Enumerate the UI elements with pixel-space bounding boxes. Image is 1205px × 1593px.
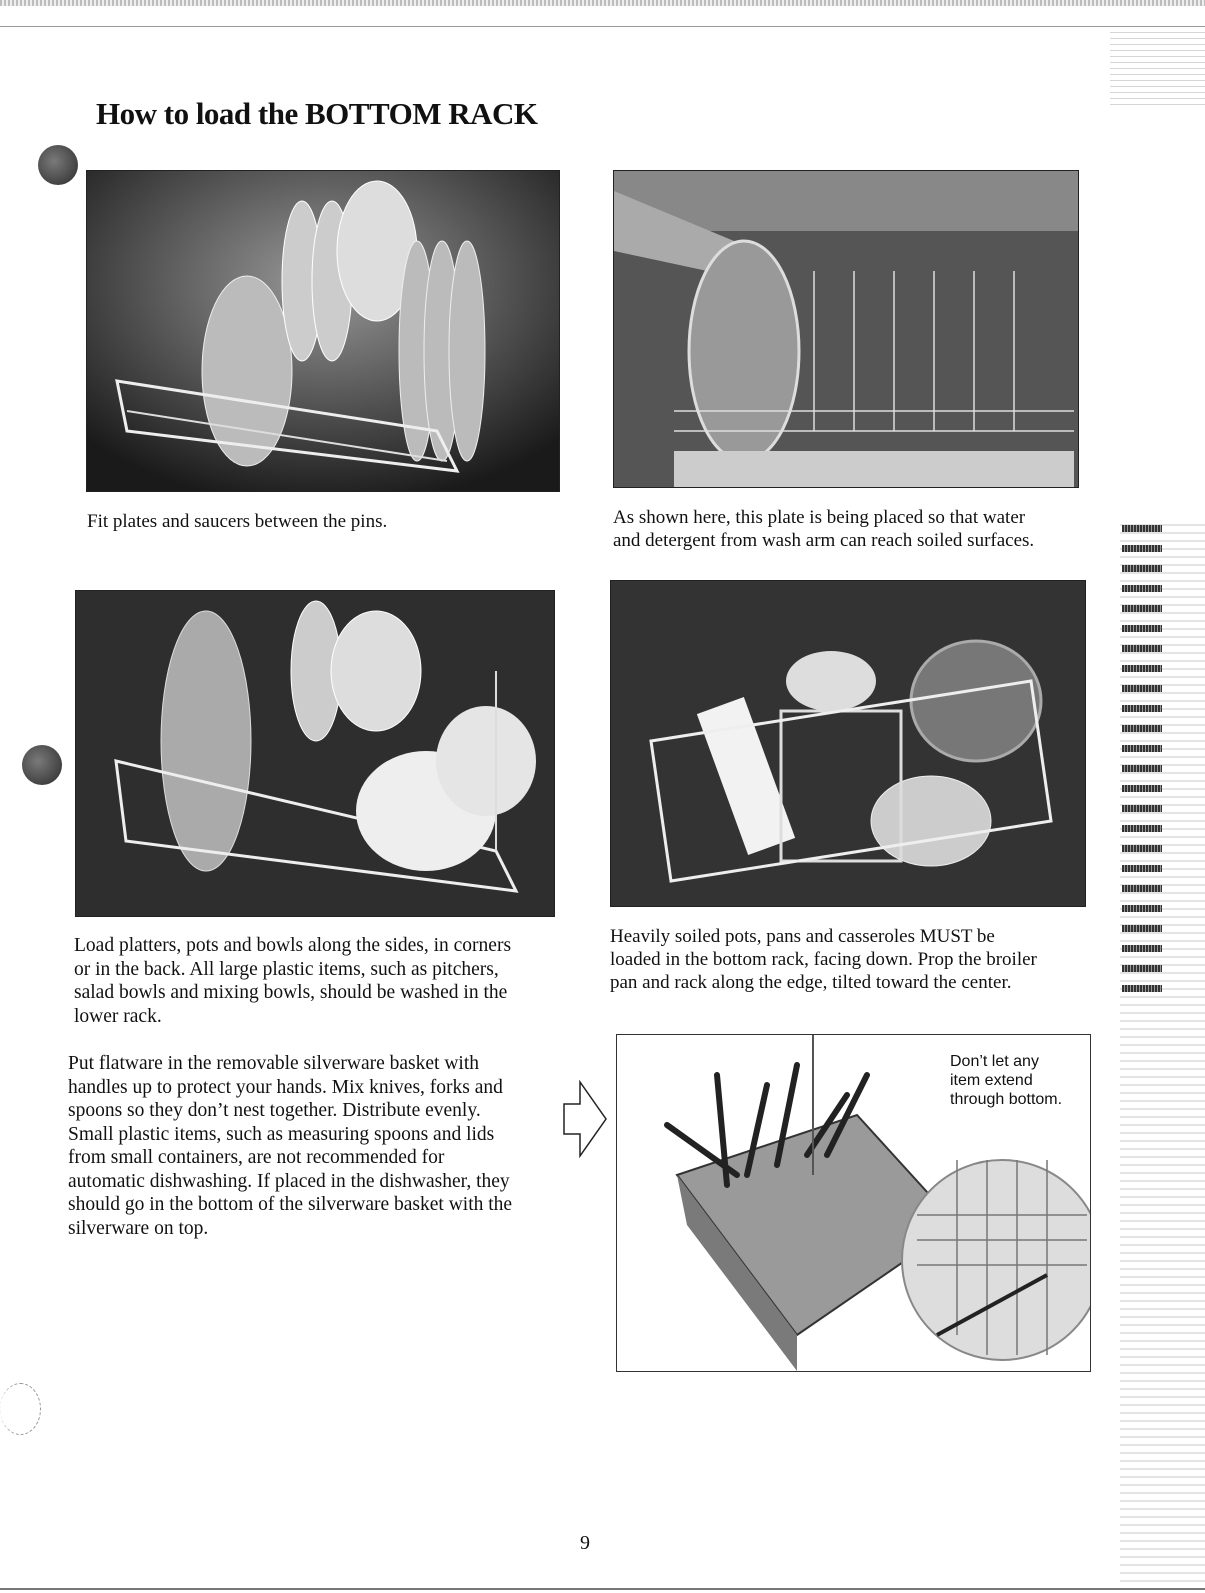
paragraph-line: Small plastic items, such as measuring spoons and lids	[68, 1123, 495, 1145]
scan-noise-top-right	[1110, 30, 1205, 110]
callout-line: through bottom.	[950, 1091, 1063, 1108]
caption-pots-line: pan and rack along the edge, tilted toward the center.	[610, 972, 1012, 993]
caption-placement-line: As shown here, this plate is being placed so that water	[613, 507, 1026, 528]
scan-top-edge	[0, 0, 1205, 6]
paragraph-line: lower rack.	[74, 1005, 162, 1027]
paragraph-line: handles up to protect your hands. Mix knives, forks and	[68, 1076, 503, 1098]
photo-pots-and-pans	[610, 580, 1086, 907]
page-number: 9	[580, 1532, 590, 1554]
callout-line: Don’t let any	[950, 1053, 1039, 1070]
section-bullet-top	[38, 145, 78, 185]
paragraph-line: Put flatware in the removable silverware basket with	[68, 1053, 479, 1074]
photo-platters-and-bowls	[75, 590, 555, 917]
paragraph-line: Load platters, pots and bowls along the sides, in corners	[74, 935, 512, 956]
caption-plates: Fit plates and saucers between the pins.	[87, 511, 388, 532]
caption-placement	[613, 506, 1034, 552]
paragraph-line: spoons so they don’t nest together. Distribute evenly.	[68, 1100, 481, 1121]
paragraph-line: or in the back. All large plastic items, such as pitchers,	[74, 958, 499, 980]
callout-line: item extend	[950, 1072, 1033, 1089]
paragraph-load-platters	[74, 934, 511, 1028]
paragraph-flatware	[68, 1052, 512, 1240]
arrow-right-icon	[562, 1080, 608, 1158]
section-bullet-middle	[22, 745, 62, 785]
caption-placement-line: and detergent from wash arm can reach soiled surfaces.	[613, 530, 1035, 551]
callout-basket-warning	[950, 1052, 1090, 1109]
page-title: How to load the BOTTOM RACK	[96, 96, 538, 131]
scan-bottom-edge	[0, 1588, 1205, 1590]
caption-pots-pans	[610, 925, 1037, 994]
paragraph-line: should go in the bottom of the silverware basket with the	[68, 1194, 513, 1215]
photo-plate-placement	[613, 170, 1079, 488]
caption-pots-line: loaded in the bottom rack, facing down. Prop the broiler	[610, 949, 1037, 970]
caption-pots-line: Heavily soiled pots, pans and casseroles MUST be	[610, 926, 995, 947]
photo-plates-in-rack	[86, 170, 560, 492]
paragraph-line: silverware on top.	[68, 1217, 209, 1239]
paragraph-line: automatic dishwashing. If placed in the dishwasher, they	[68, 1170, 510, 1192]
paragraph-line: from small containers, are not recommended for	[68, 1147, 445, 1168]
scan-hole-punch-mark	[0, 1383, 41, 1435]
scan-margin-marks	[1122, 525, 1162, 1025]
header-rule	[0, 26, 1205, 27]
paragraph-line: salad bowls and mixing bowls, should be washed in the	[74, 982, 508, 1003]
